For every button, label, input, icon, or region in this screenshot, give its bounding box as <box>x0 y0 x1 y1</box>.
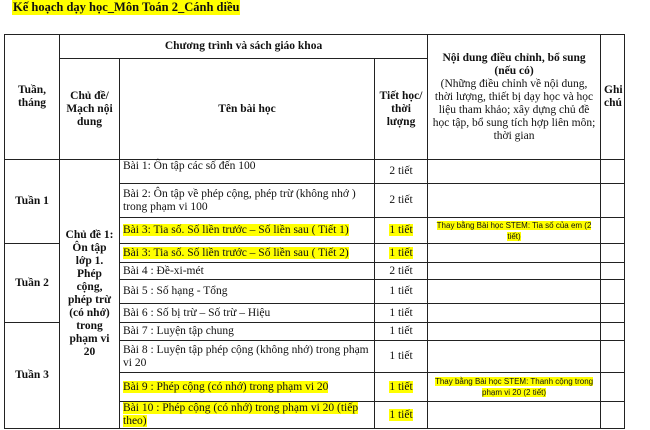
note-cell <box>601 323 625 341</box>
note-cell <box>601 341 625 373</box>
note-cell <box>601 160 625 184</box>
table-row <box>5 160 625 184</box>
header-program: Chương trình và sách giáo khoa <box>60 35 428 59</box>
adjust-cell <box>428 323 601 341</box>
adjust-cell: Thay bằng Bài học STEM: Tia số của em (2 tiết) <box>436 220 592 241</box>
week-cell: Tuần 2 <box>5 244 60 323</box>
adjust-cell <box>428 341 601 373</box>
adjust-cell <box>428 304 601 323</box>
periods-cell: 1 tiết <box>375 280 428 304</box>
periods-cell: 2 tiết <box>375 263 428 280</box>
header-lesson: Tên bài học <box>120 59 375 160</box>
adjust-cell <box>428 160 601 184</box>
periods-cell: 2 tiết <box>375 160 428 184</box>
adjust-cell <box>428 263 601 280</box>
periods-cell: 1 tiết <box>389 408 413 421</box>
header-note: Ghi chú <box>601 35 625 160</box>
lesson-cell: Bài 1: Ôn tập các số đến 100 <box>120 160 375 184</box>
lesson-cell: Bài 6 : Số bị trừ – Số trừ – Hiệu <box>120 304 375 323</box>
document-title: Kế hoạch dạy học_Môn Toán 2_Cánh diều <box>13 0 240 14</box>
periods-cell: 1 tiết <box>375 304 428 323</box>
lesson-cell: Bài 8 : Luyện tập phép cộng (không nhớ) trong phạm vi 20 <box>120 341 375 373</box>
lesson-cell: Bài 4 : Đề-xi-mét <box>120 263 375 280</box>
note-cell <box>601 373 625 402</box>
lesson-cell: Bài 9 : Phép cộng (có nhớ) trong phạm vi 20 <box>123 380 329 393</box>
note-cell <box>601 263 625 280</box>
lesson-plan-table <box>4 34 625 429</box>
adjust-cell <box>428 244 601 263</box>
lesson-cell: Bài 3: Tia số. Số liền trước – Số liền sau ( Tiết 2) <box>123 246 349 259</box>
adjust-cell <box>428 280 601 304</box>
periods-cell: 1 tiết <box>389 224 413 236</box>
topic-cell: Chủ đề 1: Ôn tập lớp 1. Phép cộng, phép trừ (có nhớ) trong phạm vi 20 <box>60 160 120 429</box>
lesson-cell: Bài 7 : Luyện tập chung <box>120 323 375 341</box>
periods-cell: 1 tiết <box>389 380 413 393</box>
lesson-cell: Bài 3: Tia số. Số liền trước – Số liền sau ( Tiết 1) <box>123 224 349 236</box>
header-adjust <box>428 35 601 160</box>
note-cell <box>601 304 625 323</box>
lesson-cell: Bài 10 : Phép cộng (có nhớ) trong phạm vi 20 (tiếp theo) <box>123 402 359 427</box>
periods-cell: 2 tiết <box>375 184 428 218</box>
note-cell <box>601 280 625 304</box>
note-cell <box>601 244 625 263</box>
header-periods: Tiết học/ thời lượng <box>375 59 428 160</box>
note-cell <box>601 402 625 429</box>
week-cell: Tuần 3 <box>5 323 60 429</box>
periods-cell: 1 tiết <box>375 341 428 373</box>
header-topic: Chủ đề/ Mạch nội dung <box>60 59 120 160</box>
lesson-cell: Bài 2: Ôn tập về phép cộng, phép trừ (không nhớ ) trong phạm vi 100 <box>120 184 375 218</box>
note-cell <box>601 218 625 244</box>
header-adjust-desc: (Những điều chỉnh về nội dung, thời lượng, thiết bị dạy học và học liệu tham khảo; xây dựng chủ đề học tập, bổ sung tích hợp liên môn; thời gian <box>432 77 596 142</box>
header-adjust-title: Nội dung điều chỉnh, bổ sung (nếu có) <box>442 51 586 77</box>
week-cell: Tuần 1 <box>5 160 60 244</box>
periods-cell: 1 tiết <box>375 323 428 341</box>
adjust-cell: Thay bằng Bài học STEM: Thanh cộng trong phạm vi 20 (2 tiết) <box>434 377 594 397</box>
periods-cell: 1 tiết <box>389 246 413 259</box>
adjust-cell <box>428 402 601 429</box>
note-cell <box>601 184 625 218</box>
header-week: Tuần, tháng <box>5 35 60 160</box>
adjust-cell <box>428 184 601 218</box>
lesson-cell: Bài 5 : Số hạng - Tổng <box>120 280 375 304</box>
